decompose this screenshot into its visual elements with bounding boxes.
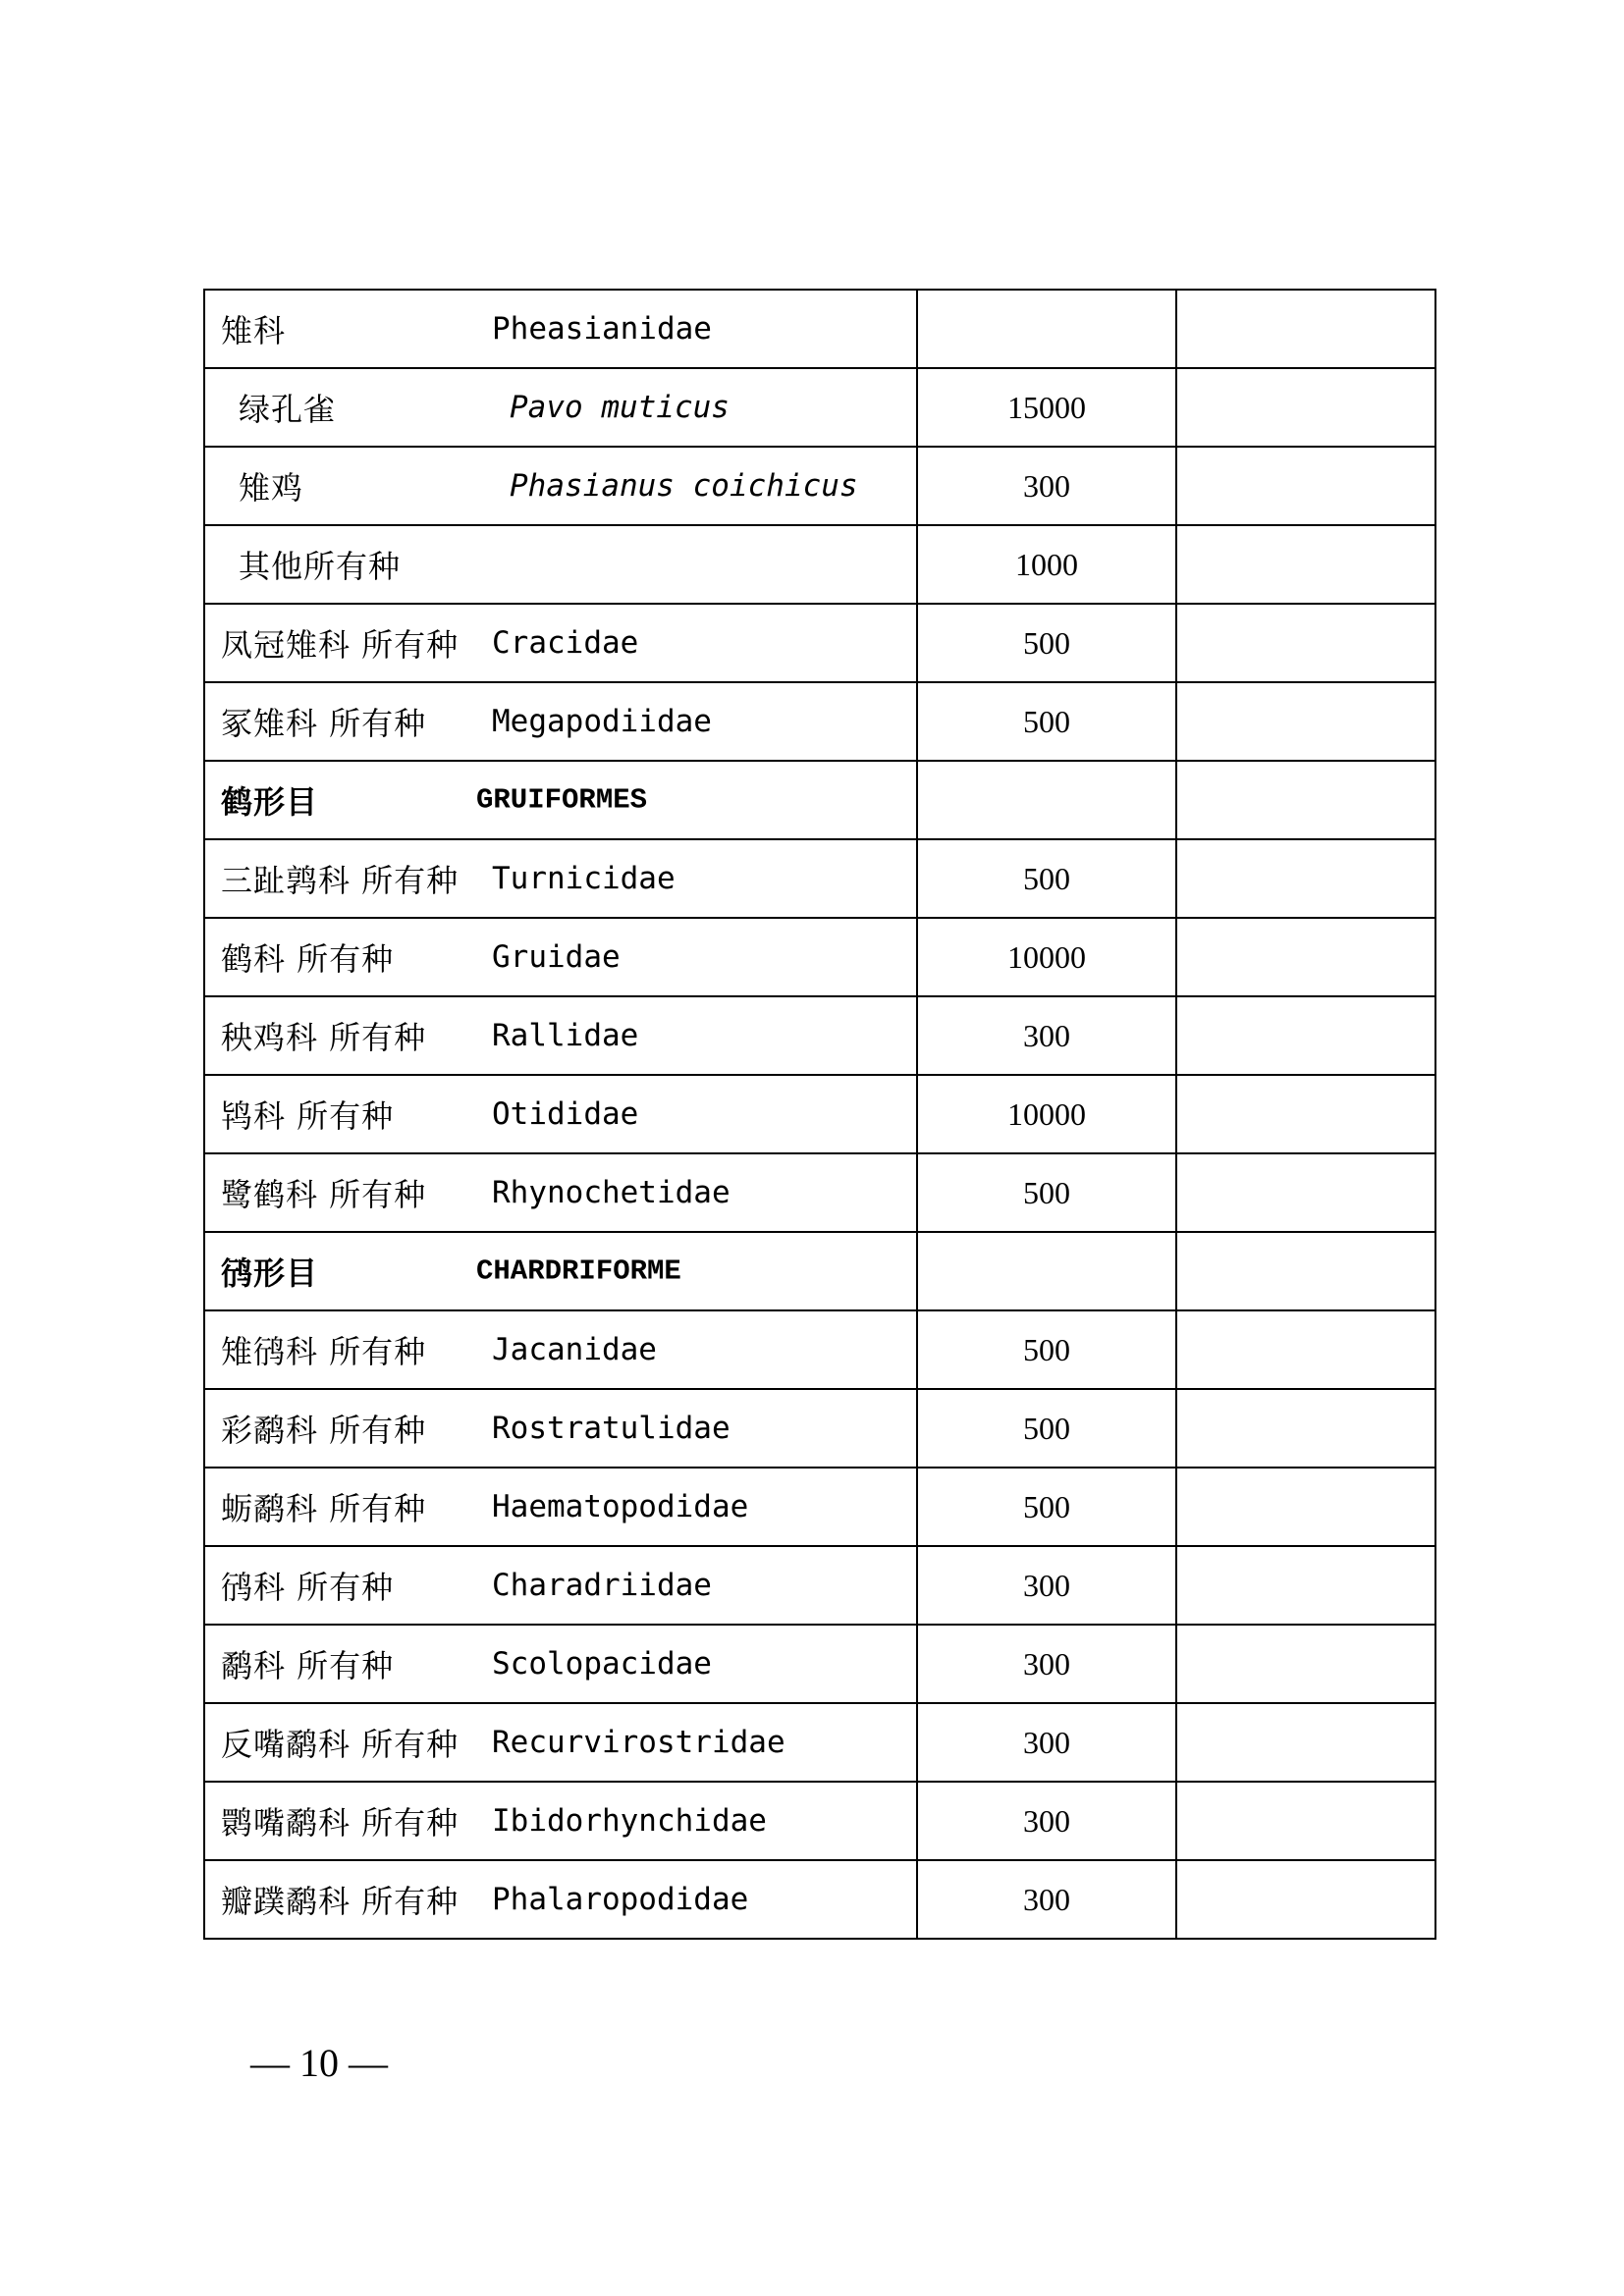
value-cell: 300 bbox=[917, 1782, 1176, 1860]
name-cell bbox=[204, 1468, 917, 1546]
empty-cell bbox=[1176, 918, 1435, 996]
value-cell: 300 bbox=[917, 1546, 1176, 1625]
latin-name: Jacanidae bbox=[492, 1332, 657, 1367]
latin-name: Otididae bbox=[492, 1096, 639, 1132]
family-row bbox=[204, 1703, 1435, 1782]
name-cell bbox=[204, 604, 917, 682]
name-cell bbox=[204, 761, 917, 839]
latin-name: Turnicidae bbox=[492, 861, 676, 896]
empty-cell bbox=[1176, 447, 1435, 525]
family-row bbox=[204, 918, 1435, 996]
chinese-name: 彩鹬科 所有种 bbox=[221, 1412, 427, 1449]
empty-cell bbox=[1176, 1310, 1435, 1389]
empty-cell bbox=[1176, 1703, 1435, 1782]
order-row bbox=[204, 761, 1435, 839]
value-cell: 1000 bbox=[917, 525, 1176, 604]
empty-cell bbox=[1176, 290, 1435, 368]
name-cell bbox=[204, 1075, 917, 1153]
empty-cell bbox=[1176, 761, 1435, 839]
chinese-name: 反嘴鹬科 所有种 bbox=[221, 1726, 460, 1763]
name-cell bbox=[204, 1546, 917, 1625]
latin-name: Megapodiidae bbox=[492, 704, 712, 739]
family-row bbox=[204, 604, 1435, 682]
chinese-name: 鹮嘴鹬科 所有种 bbox=[221, 1804, 460, 1842]
chinese-name: 三趾鹑科 所有种 bbox=[221, 862, 460, 899]
table-body bbox=[204, 290, 1435, 1939]
chinese-name: 冢雉科 所有种 bbox=[221, 705, 427, 742]
family-row bbox=[204, 1310, 1435, 1389]
family-row bbox=[204, 682, 1435, 761]
name-cell bbox=[204, 682, 917, 761]
value-cell: 15000 bbox=[917, 368, 1176, 447]
latin-name: Scolopacidae bbox=[492, 1646, 712, 1682]
name-cell bbox=[204, 1389, 917, 1468]
empty-cell bbox=[1176, 682, 1435, 761]
chinese-name: 凤冠雉科 所有种 bbox=[221, 626, 460, 664]
family-row bbox=[204, 1546, 1435, 1625]
empty-cell bbox=[1176, 525, 1435, 604]
latin-name: Gruidae bbox=[492, 939, 621, 975]
value-cell: 300 bbox=[917, 996, 1176, 1075]
family-row bbox=[204, 1468, 1435, 1546]
family-row bbox=[204, 1860, 1435, 1939]
empty-cell bbox=[1176, 1153, 1435, 1232]
latin-name: Pheasianidae bbox=[492, 311, 712, 347]
latin-name: CHARDRIFORME bbox=[476, 1255, 681, 1288]
empty-cell bbox=[1176, 1075, 1435, 1153]
chinese-name: 鸻科 所有种 bbox=[221, 1569, 395, 1606]
latin-name: Rostratulidae bbox=[492, 1411, 731, 1446]
chinese-name: 鸻形目 bbox=[221, 1255, 319, 1292]
chinese-name: 秧鸡科 所有种 bbox=[221, 1019, 427, 1056]
empty-cell bbox=[1176, 839, 1435, 918]
family-row bbox=[204, 839, 1435, 918]
chinese-name: 鹤形目 bbox=[221, 783, 319, 821]
latin-name: Recurvirostridae bbox=[492, 1725, 785, 1760]
value-cell: 10000 bbox=[917, 918, 1176, 996]
value-cell: 500 bbox=[917, 1468, 1176, 1546]
species-row bbox=[204, 447, 1435, 525]
value-cell: 500 bbox=[917, 839, 1176, 918]
latin-name: Cracidae bbox=[492, 625, 639, 661]
value-cell: 300 bbox=[917, 447, 1176, 525]
family-row bbox=[204, 1625, 1435, 1703]
chinese-name: 其他所有种 bbox=[239, 548, 402, 585]
family-row bbox=[204, 1075, 1435, 1153]
latin-name: Ibidorhynchidae bbox=[492, 1803, 767, 1839]
chinese-name: 瓣蹼鹬科 所有种 bbox=[221, 1883, 460, 1920]
latin-name: GRUIFORMES bbox=[476, 783, 648, 817]
page-number: — 10 — bbox=[250, 2041, 388, 2085]
name-cell bbox=[204, 839, 917, 918]
chinese-name: 鹬科 所有种 bbox=[221, 1647, 395, 1684]
empty-cell bbox=[1176, 1468, 1435, 1546]
order-row bbox=[204, 1232, 1435, 1310]
chinese-name: 雉鸡 bbox=[239, 469, 304, 507]
value-cell: 500 bbox=[917, 1389, 1176, 1468]
latin-name: Charadriidae bbox=[492, 1568, 712, 1603]
name-cell bbox=[204, 1153, 917, 1232]
empty-cell bbox=[1176, 996, 1435, 1075]
chinese-name: 雉鸻科 所有种 bbox=[221, 1333, 427, 1370]
empty-cell bbox=[1176, 1546, 1435, 1625]
chinese-name: 蛎鹬科 所有种 bbox=[221, 1490, 427, 1527]
family-row bbox=[204, 290, 1435, 368]
species-row bbox=[204, 525, 1435, 604]
empty-cell bbox=[1176, 1389, 1435, 1468]
family-row bbox=[204, 996, 1435, 1075]
species-table bbox=[203, 289, 1436, 1940]
latin-name: Phasianus coichicus bbox=[510, 468, 858, 504]
name-cell bbox=[204, 1625, 917, 1703]
species-row bbox=[204, 368, 1435, 447]
latin-name: Rallidae bbox=[492, 1018, 639, 1053]
name-cell bbox=[204, 525, 917, 604]
latin-name: Pavo muticus bbox=[510, 390, 730, 425]
name-cell bbox=[204, 447, 917, 525]
value-cell bbox=[917, 290, 1176, 368]
empty-cell bbox=[1176, 1782, 1435, 1860]
latin-name: Rhynochetidae bbox=[492, 1175, 731, 1210]
value-cell: 300 bbox=[917, 1860, 1176, 1939]
name-cell bbox=[204, 368, 917, 447]
value-cell: 10000 bbox=[917, 1075, 1176, 1153]
family-row bbox=[204, 1153, 1435, 1232]
chinese-name: 雉科 bbox=[221, 312, 287, 349]
family-row bbox=[204, 1389, 1435, 1468]
value-cell bbox=[917, 1232, 1176, 1310]
name-cell bbox=[204, 1860, 917, 1939]
value-cell bbox=[917, 761, 1176, 839]
name-cell bbox=[204, 1782, 917, 1860]
chinese-name: 鹭鹤科 所有种 bbox=[221, 1176, 427, 1213]
name-cell bbox=[204, 918, 917, 996]
value-cell: 500 bbox=[917, 1310, 1176, 1389]
name-cell bbox=[204, 290, 917, 368]
empty-cell bbox=[1176, 604, 1435, 682]
empty-cell bbox=[1176, 1860, 1435, 1939]
value-cell: 300 bbox=[917, 1703, 1176, 1782]
value-cell: 500 bbox=[917, 682, 1176, 761]
value-cell: 500 bbox=[917, 1153, 1176, 1232]
name-cell bbox=[204, 996, 917, 1075]
value-cell: 300 bbox=[917, 1625, 1176, 1703]
chinese-name: 鹤科 所有种 bbox=[221, 940, 395, 978]
empty-cell bbox=[1176, 1625, 1435, 1703]
name-cell bbox=[204, 1703, 917, 1782]
empty-cell bbox=[1176, 368, 1435, 447]
name-cell bbox=[204, 1310, 917, 1389]
latin-name: Haematopodidae bbox=[492, 1489, 749, 1524]
name-cell bbox=[204, 1232, 917, 1310]
value-cell: 500 bbox=[917, 604, 1176, 682]
empty-cell bbox=[1176, 1232, 1435, 1310]
chinese-name: 鸨科 所有种 bbox=[221, 1097, 395, 1135]
latin-name: Phalaropodidae bbox=[492, 1882, 749, 1917]
chinese-name: 绿孔雀 bbox=[239, 391, 337, 428]
family-row bbox=[204, 1782, 1435, 1860]
